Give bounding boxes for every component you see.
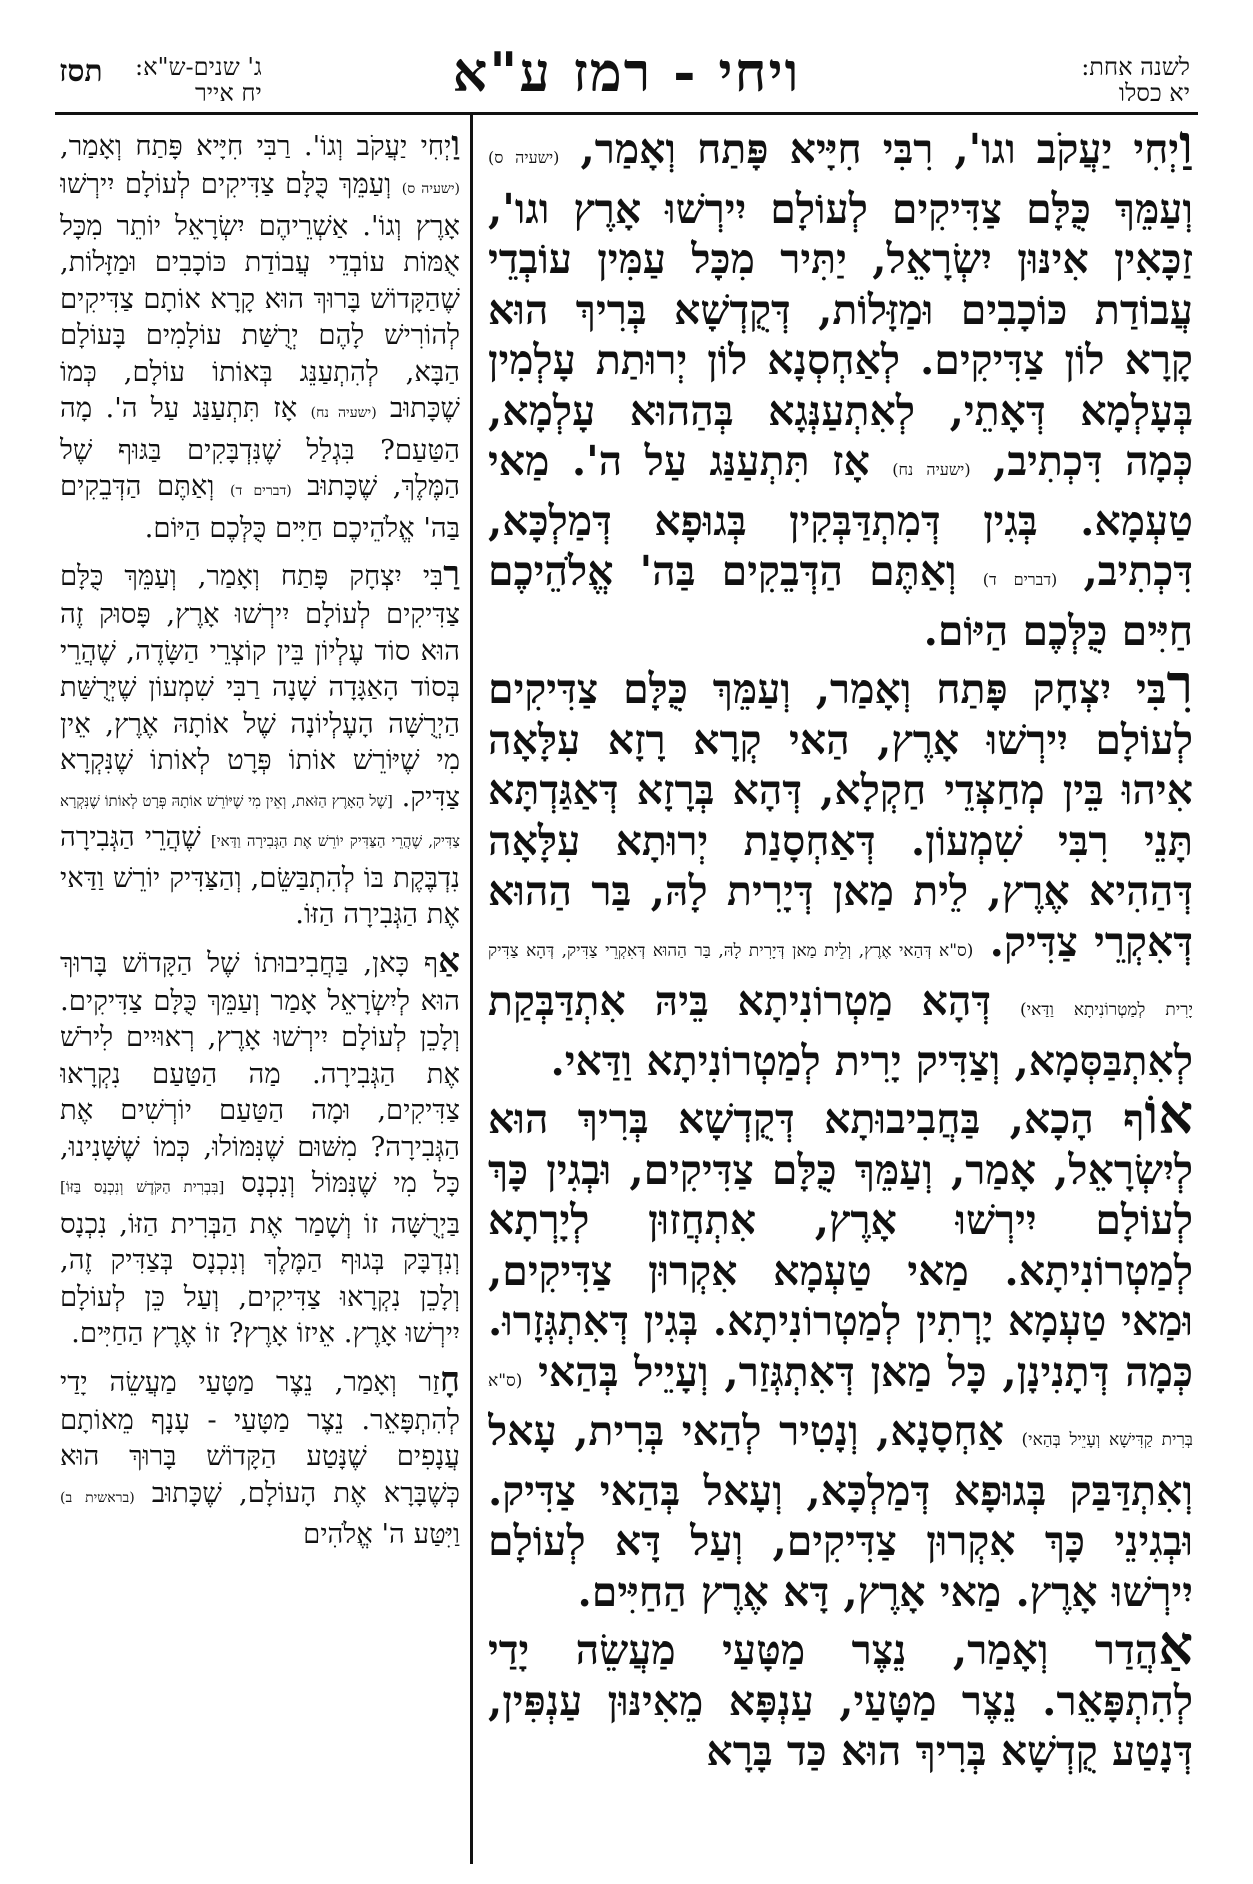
source-reference: (דברים ד) [982, 570, 1058, 589]
main-text: וְאַתֶּם הַדְּבֵקִים בַּה' אֱלֹהֵיכֶם חַיִּים כֻּלְּכֶם הַיּוֹם. [488, 547, 1193, 655]
source-reference: (דברים ד) [229, 483, 292, 499]
opening-letter: אַ [438, 940, 460, 981]
opening-letter: אוֹ [1144, 1082, 1193, 1146]
main-text: וְעַמֵּךְ כֻּלָּם צַדִּיקִים לְעוֹלָם יִירְשׁוּ אָרֶץ וגו', זַכָּאִין אִינּוּן יִשְׂרָאֵל, יַתִּיר מִכָּל עַמִּין עוֹבְדֵי עֲבוֹדַת כּוֹכָבִים וּמַזָּלוֹת, דְּקֻדְשָׁא בְּרִיךְ הוּא קָרָא לוֹן צַדִּיקִים. לְאַחְסְנָא לוֹן יְרוּתַת עָלְמִין בְּעָלְמָא דְּאָתֵי, לְאִתְעַנְּגָא בְּהַהוּא עָלְמָא, כְּמָה דִּכְתִיב, [488, 184, 1193, 485]
schedule-one-year-label: לשנה אחת: [1081, 53, 1190, 81]
opening-letter: רִ [1166, 652, 1193, 716]
source-reference: (בראשית ב) [60, 1489, 135, 1506]
page-title: ויחי - רמז ע"א [452, 40, 801, 104]
main-text: אַחְסָנָא, וְנָטִיר לְהַאי בְּרִית, עָאל וְאִתְדַּבַּק בְּגוּפָא דְּמַלְכָּא, וְעָאל בְּהַאי צַדִּיק. וּבְגִינֵי כָּךְ אִקְרוּן צַדִּיקִים, וְעַל דָּא לְעוֹלָם יִירְשׁוּ אָרֶץ. מַאי אָרֶץ, דָּא אֶרֶץ הַחַיִּים. [488, 1407, 1193, 1616]
side-text: וַיִּטַּע ה' אֱלֹהִים [303, 1518, 460, 1550]
page-header [55, 40, 1198, 120]
main-paragraph-3 [488, 1082, 1193, 1617]
variant-reading-note: [בִּבְרִית הַקֹּדֶשׁ וְנִכְנַס בַּזּוֹ] [60, 1178, 225, 1196]
side-text: וְעַמֵּךְ כֻּלָּם צַדִּיקִים לְעוֹלָם יִירְשׁוּ אָרֶץ וְגוֹ'. אַשְׁרֵיהֶם יִשְׂרָאֵל יוֹתֵר מִכָּל אֻמּוֹת עוֹבְדֵי עֲבוֹדַת כּוֹכָבִים וּמַזָּלוֹת, שֶׁהַקָּדוֹשׁ בָּרוּךְ הוּא קָרָא אוֹתָם צַדִּיקִים לְהוֹרִישׁ לָהֶם יְרֻשַּׁת עוֹלָמִים בָּעוֹלָם הַבָּא, לְהִתְעַנֵּג בְּאוֹתוֹ עוֹלָם, כְּמוֹ שֶׁכָּתוּב [60, 168, 460, 424]
opening-letter: רַ [443, 554, 460, 594]
side-paragraph-2 [60, 552, 460, 933]
opening-letter: אַ [1158, 1613, 1193, 1677]
main-text-column [488, 122, 1193, 1872]
schedule-three-years-date: יח אייר [194, 79, 262, 107]
main-text: ף הָכָא, בַּחֲבִיבוּתָא דְּקֻדְשָׁא בְּרִיךְ הוּא לְיִשְׂרָאֵל, אָמַר, וְעַמֵּךְ כֻּלָּם צַדִּיקִים, וּבְגִין כָּךְ לְעוֹלָם יִירְשׁוּ אָרֶץ, אִתְחֲזוּן לְיָרְתָא לְמַטְרוֹנִיתָא. מַאי טַעְמָא אִקְרוּן צַדִּיקִים, וּמַאי טַעְמָא יָרְתִין לְמַטְרוֹנִיתָא. בְּגִין דְּאִתְגְּזָרוּ. כְּמָה דְּתָנִינָן, כָּל מַאן דְּאִתְגְּזַר, וְעָיֵיל בְּהַאי [488, 1095, 1193, 1396]
main-text: אָז תִּתְעַנַּג עַל ה'. מַאי טַעְמָא. בְּגִין דְּמִתְדַּבְּקִין בְּגוּפָא דְּמַלְכָּא, דִּכְתִיב, [488, 437, 1193, 595]
side-paragraph-4 [60, 1358, 460, 1553]
header-divider [55, 112, 1198, 115]
source-reference: (ישעיה נח) [892, 460, 971, 479]
side-text: זַר וְאָמַר, נֵצֶר מַטָּעַי מַעֲשֵׂה יָדַי לְהִתְפָּאֵר. נֵצֶר מַטָּעַי - עָנָף מֵאוֹתָם עֲנָפִים שֶׁנָּטַע הַקָּדוֹשׁ בָּרוּךְ הוּא כְּשֶׁבָּרָא אֶת הָעוֹלָם, שֶׁכָּתוּב [60, 1365, 460, 1509]
main-text: יְחִי יַעֲקֹב וגו', רִבִּי חִיָּיא פָּתַח וְאָמַר, [580, 125, 1180, 173]
side-text: בַּיְרֻשָּׁה זוֹ וְשָׁמַר אֶת הַבְּרִית הַזּוֹ, נִכְנָס וְנִדְבָּק בְּגוּף הַמֶּלֶךְ וְנִכְנָס בְּצַדִּיק זֶה, וְלָכֵן נִקְרָאוּ צַדִּיקִים, וְעַל כֵּן לְעוֹלָם יִירְשׁוּ אָרֶץ. אֵיזוֹ אָרֶץ? זוֹ אֶרֶץ הַחַיִּים. [60, 1207, 460, 1349]
column-divider [470, 114, 473, 1864]
source-reference: (ישעיה ס) [488, 148, 560, 167]
header-study-schedule-three-years [135, 54, 262, 106]
source-reference: (ישעיה ס) [401, 181, 460, 197]
main-paragraph-4 [488, 1613, 1193, 1777]
side-text: שֶׁהֲרֵי הַגְּבִירָה נִדְבֶּקֶת בּוֹ לְהִתְבַּשֵּׂם, וְהַצַּדִּיק יוֹרֵשׁ וַדַּאי אֶת הַגְּבִירָה הַזּוֹ. [60, 821, 460, 930]
variant-reading-note: [שֶׁל הָאָרֶץ הַזֹּאת, וְאֵין מִי שֶׁיּוֹרֵשׁ אוֹתָהּ פְּרָט לְאוֹתוֹ שֶׁנִּקְרָא צַדִּיק, שֶׁהֲרֵי הַצַּדִּיק יוֹרֵשׁ אֶת הַגְּבִירָה וַדַּאי] [60, 791, 460, 850]
side-text: ף כָּאן, בַּחֲבִיבוּתוֹ שֶׁל הַקָּדוֹשׁ בָּרוּךְ הוּא לְיִשְׂרָאֵל אָמַר וְעַמֵּךְ כֻּלָּם צַדִּיקִים. וְלָכֵן לְעוֹלָם יִירְשׁוּ אָרֶץ, רְאוּיִים לִירֹשׁ אֶת הַגְּבִירָה. מַה הַטַּעַם נִקְרָאוּ צַדִּיקִים, וּמָה הַטַּעַם יוֹרְשִׁים אֶת הַגְּבִירָה? מִשּׁוּם שֶׁנִּמּוֹלוּ, כְּמוֹ שֶׁשָּׁנִינוּ, כָּל מִי שֶׁנִּמּוֹל וְנִכְנָס [60, 946, 460, 1199]
opening-letter: חָ [439, 1359, 460, 1400]
main-text: דְּהָא מַטְרוֹנִיתָא בֵּיהּ אִתְדַּבְּקַת לְאִתְבַּסְּמָא, וְצַדִּיק יָרִית לְמַטְרוֹנִיתָא וַדַּאי. [488, 977, 1193, 1085]
main-text: הֲדַר וְאָמַר, נֵצֶר מַטָּעַי מַעֲשֵׂה יָדַי לְהִתְפָּאֵר. נֵצֶר מַטָּעַי, עַנְפָּא מֵאִינּוּן עַנְפִּין, דְּנָטַע קֻדְשָׁא בְּרִיךְ הוּא כַּד בָּרָא [488, 1626, 1193, 1775]
side-text: אָז תִּתְעַנַּג עַל ה'. מָה הַטַּעַם? בִּגְלַל שֶׁנִּדְבָּקִים בַּגּוּף שֶׁל הַמֶּלֶךְ, שֶׁכָּתוּב [60, 392, 460, 502]
schedule-three-years-label: ג' שנים-ש"א: [135, 53, 262, 81]
side-text: יְחִי יַעֲקֹב וְגוֹ'. רַבִּי חִיָּיא פָּתַח וְאָמַר, [60, 130, 452, 162]
schedule-one-year-date: יא כסלו [1118, 79, 1190, 107]
main-paragraph-1 [488, 122, 1193, 656]
source-reference: (ישעיה נח) [310, 405, 377, 421]
opening-letter: וַ [1179, 122, 1193, 176]
page-number: תסז [59, 54, 103, 89]
translation-column [60, 122, 460, 1872]
opening-letter: וַ [451, 124, 460, 164]
main-paragraph-2 [488, 652, 1193, 1086]
main-text: בִּי יִצְחָק פָּתַח וְאָמַר, וְעַמֵּךְ כֻּלָּם צַדִּיקִים לְעוֹלָם יִירְשׁוּ אָרֶץ, הַאי קְרָא רָזָא עִלָּאָה אִיהוּ בֵּין מְחַצְּדֵי חַקְלָא, דְּהָא בְּרָזָא דְּאַגַּדְתָּא תָּנֵי רִבִּי שִׁמְעוֹן. דְּאַחְסָנַת יְרוּתָא עִלָּאָה דְּהַהִיא אֶרֶץ, לֵית מַאן דְּיָרִית לָהּ, בַּר הַהוּא דְּאִקְרֵי צַדִּיק. [488, 665, 1193, 966]
side-paragraph-1 [60, 122, 460, 546]
side-paragraph-3 [60, 939, 460, 1352]
side-text: וְאַתֶּם הַדְּבֵקִים בַּה' אֱלֹהֵיכֶם חַיִּים כֻּלְּכֶם הַיּוֹם. [60, 470, 460, 544]
variant-reading-note: (ס"א בְּרִית קַדִּישָׁא וְעָיֵיל בְּהַאי) [488, 1370, 1193, 1450]
variant-reading-note: (ס"א דְּהַאי אֶרֶץ, וְלֵית מַאן דְּיָרִית לָהּ, בַּר הַהוּא דְּאִקְרֵי צַדִּיק, דְּהָא צַדִּיק יָרִית לְמַטְרוֹנִיתָא וַדַּאי) [488, 940, 1193, 1020]
side-text: בִּי יִצְחָק פָּתַח וְאָמַר, וְעַמֵּךְ כֻּלָּם צַדִּיקִים לְעוֹלָם יִירְשׁוּ אָרֶץ, פָּסוּק זֶה הוּא סוֹד עֶלְיוֹן בֵּין קוֹצְרֵי הַשָּׂדֶה, שֶׁהֲרֵי בְּסוֹד הָאַגָּדָה שָׁנָה רַבִּי שִׁמְעוֹן שֶׁיְּרֻשַּׁת הַיְרֻשָּׁה הָעֶלְיוֹנָה שֶׁל אוֹתָהּ אֶרֶץ, אֵין מִי שֶׁיּוֹרֵשׁ אוֹתוֹ פְּרָט לְאוֹתוֹ שֶׁנִּקְרָא צַדִּיק. [60, 560, 460, 813]
